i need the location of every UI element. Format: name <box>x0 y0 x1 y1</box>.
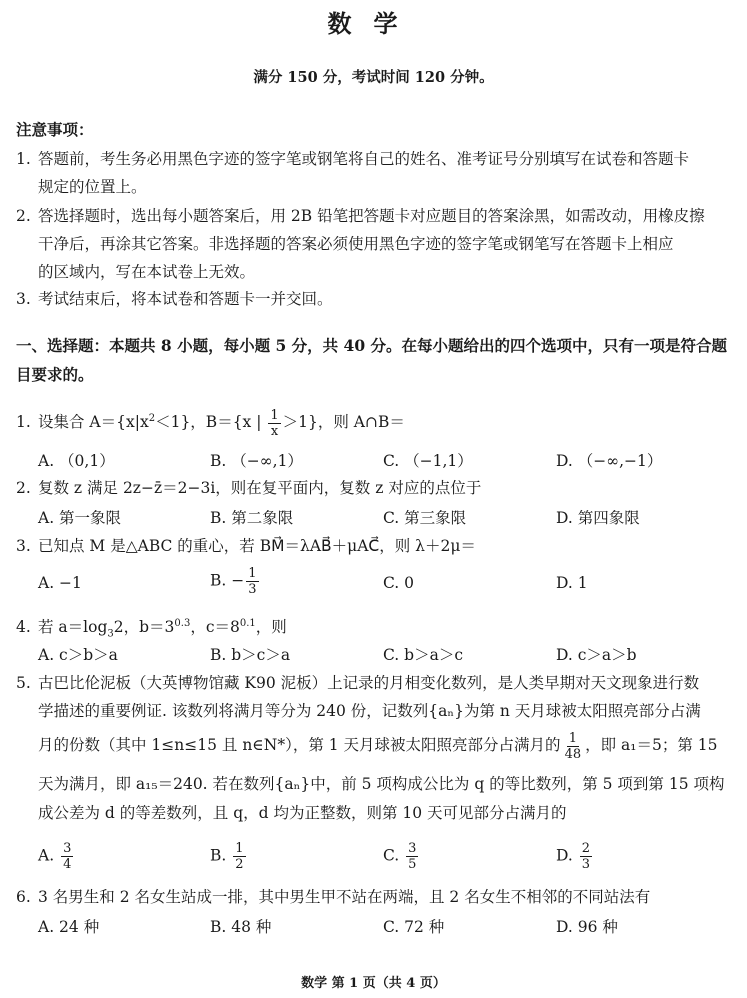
notice-item-1-cont: 规定的位置上。 <box>38 178 147 196</box>
page-title: 数学 <box>327 9 420 38</box>
q3-option-c: C. 0 <box>383 574 415 592</box>
section-heading-cont: 目要求的。 <box>16 365 94 384</box>
notice-item-3: 3. 考试结束后，将本试卷和答题卡一并交回。 <box>16 290 333 308</box>
question-5: 5. 古巴比伦泥板（大英博物馆藏 K90 泥板）上记录的月相变化数列，是人类早期对天文现象进行数 <box>16 674 700 692</box>
fraction: $\frac{1}{3}$ <box>248 566 257 597</box>
fraction: $\frac{2}{3}$ <box>581 841 591 872</box>
fraction: $\frac{3}{5}$ <box>408 841 417 872</box>
q4-option-b: B. b＞c＞a <box>210 646 291 664</box>
q5-option-d: D. $\frac{2}{3}$ <box>556 841 591 872</box>
q4-option-a: A. c＞b＞a <box>38 646 118 664</box>
fraction: $\frac{1}{x}$ <box>270 407 279 439</box>
q6-option-b: B. 48 种 <box>210 918 272 936</box>
q4-option-d: D. c＞a＞b <box>556 646 637 664</box>
fraction: $\frac{1}{2}$ <box>235 841 244 872</box>
question-2: 2. 复数 z 满足 2z−z̄＝2−3i，则在复平面内，复数 z 对应的点位于 <box>16 479 482 497</box>
q5-option-a: A. $\frac{3}{4}$ <box>38 841 72 872</box>
q2-option-a: A. 第一象限 <box>38 509 122 527</box>
question-1: 1. 设集合 $A=\{x|x^2<1\}$，B＝{x | $\frac{1}{x}$ ＞1}，则 A∩B＝ <box>16 407 405 439</box>
q1-option-a: A. （0,1） <box>38 452 115 470</box>
notice-item-1: 1. 答题前，考生务必用黑色字迹的签字笔或钢笔将自己的姓名、准考证号分别填写在试卷和答题卡 <box>16 150 690 168</box>
fraction: $\frac{1}{48}$ <box>564 730 582 762</box>
page-footer: 数学 第 1 页（共 4 页） <box>301 976 446 991</box>
notice-item-2-cont2: 的区域内，写在本试卷上无效。 <box>38 263 256 281</box>
question-5-line3: 月的份数（其中 1≤n≤15 且 n∈N*），第 1 天月球被太阳照亮部分占满月的 $\frac{1}{48}$ ，即 a₁＝5；第 15 <box>38 730 718 762</box>
q3-option-a: A. −1 <box>38 574 82 592</box>
question-3: 3. 已知点 M 是△ABC 的重心，若 BM⃗＝λAB⃗＋μAC⃗，则 λ＋2μ＝ <box>16 537 476 555</box>
q1-option-c: C. （−1,1） <box>383 452 473 470</box>
q1-option-d: D. （−∞,−1） <box>556 452 663 470</box>
notice-heading: 注意事项： <box>16 120 94 139</box>
q1-option-b: B. （−∞,1） <box>210 452 303 470</box>
question-5-line4: 天为满月，即 a₁₅＝240. 若在数列{aₙ}中，前 5 项构成公比为 q 的等比数列，第 5 项到第 15 项构 <box>38 775 725 793</box>
notice-item-2-cont1: 干净后，再涂其它答案。非选择题的答案必须使用黑色字迹的签字笔或钢笔写在答题卡上相应 <box>38 235 674 253</box>
notice-item-2: 2. 答选择题时，选出每小题答案后，用 2B 铅笔把答题卡对应题目的答案涂黑，如需改动，用橡皮擦 <box>16 207 705 225</box>
q3-option-b: B. − $\frac{1}{3}$ <box>210 566 257 597</box>
q6-option-a: A. 24 种 <box>38 918 100 936</box>
q3-option-d: D. 1 <box>556 574 588 592</box>
section-heading: 一、选择题：本题共 8 小题，每小题 5 分，共 40 分。在每小题给出的四个选项中，只有一项是符合题 <box>16 336 728 355</box>
exam-info: 满分 150 分，考试时间 120 分钟。 <box>253 69 494 86</box>
q2-option-d: D. 第四象限 <box>556 509 640 527</box>
q6-option-c: C. 72 种 <box>383 918 445 936</box>
q5-option-b: B. $\frac{1}{2}$ <box>210 841 244 872</box>
q4-option-c: C. b＞a＞c <box>383 646 464 664</box>
fraction: $\frac{3}{4}$ <box>63 841 72 872</box>
question-5-line2: 学描述的重要例证. 该数列将满月等分为 240 份，记数列{aₙ}为第 n 天月球被太阳照亮部分占满 <box>38 702 701 720</box>
q6-option-d: D. 96 种 <box>556 918 618 936</box>
question-4: 4. 若 $a=\log_32$，$b=3^{0.3}$，$c=8^{0.1}$，则 <box>16 618 287 640</box>
q2-option-c: C. 第三象限 <box>383 509 467 527</box>
q5-option-c: C. $\frac{3}{5}$ <box>383 841 417 872</box>
question-5-line5: 成公差为 d 的等差数列，且 q，d 均为正整数，则第 10 天可见部分占满月的 <box>38 804 567 822</box>
q2-option-b: B. 第二象限 <box>210 509 294 527</box>
question-6: 6. 3 名男生和 2 名女生站成一排，其中男生甲不站在两端，且 2 名女生不相邻的不同站法有 <box>16 888 651 906</box>
